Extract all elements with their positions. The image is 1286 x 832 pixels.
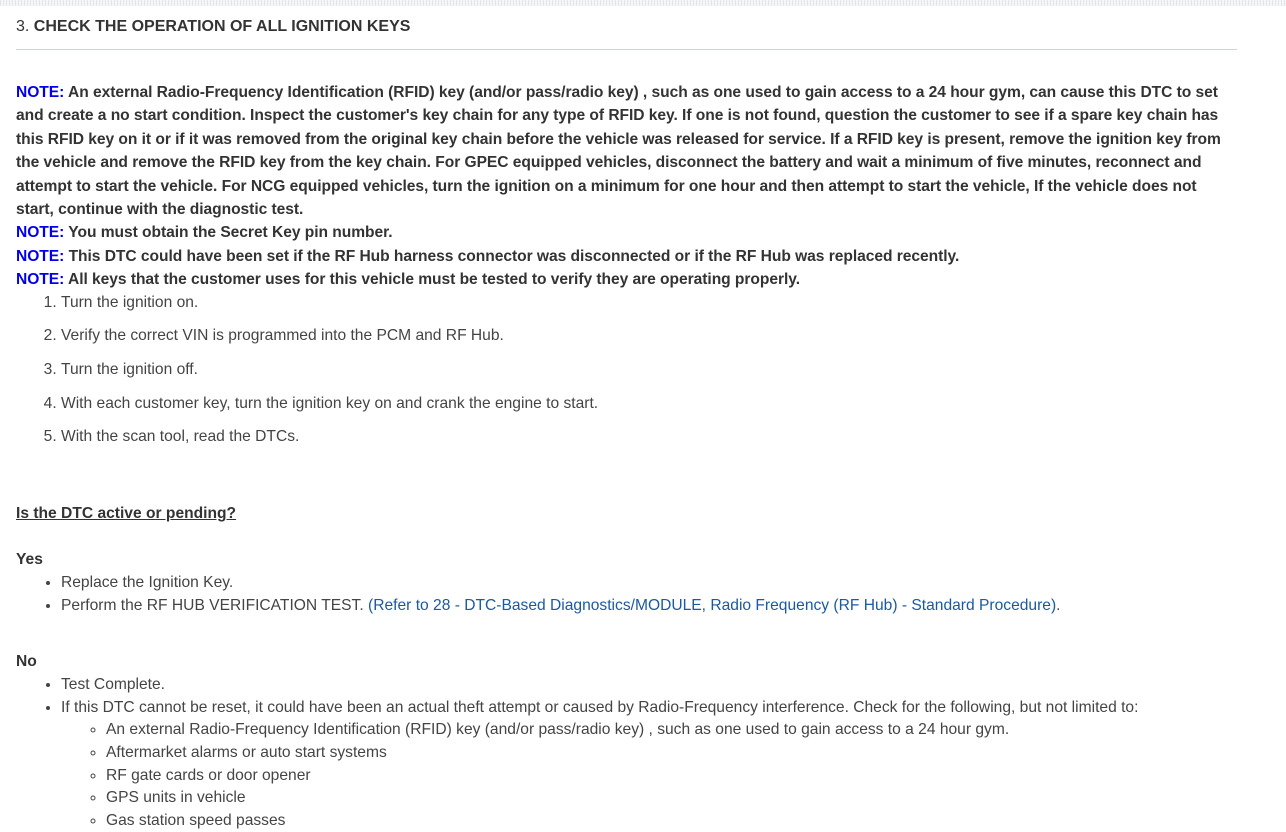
heading-divider — [16, 49, 1237, 50]
step-title: CHECK THE OPERATION OF ALL IGNITION KEYS — [33, 18, 411, 35]
no-item-interference — [61, 696, 1238, 832]
interference-sources-list — [61, 719, 1238, 832]
note-text: You must obtain the Secret Key pin number. — [68, 224, 393, 242]
no-item-text: If this DTC cannot be reset, it could have been an actual theft attempt or caused by Radio-Frequency interference. Check for the following, but not limited to: — [61, 699, 1139, 717]
step-item: 2. Verify the correct VIN is programmed into the PCM and RF Hub. — [61, 325, 1238, 347]
step-list — [16, 292, 1238, 449]
step-item: 4. With each customer key, turn the ignition key on and crank the engine to start. — [61, 393, 1238, 415]
note-all-keys — [16, 268, 1238, 291]
note-label: NOTE: — [16, 84, 65, 101]
note-text: An external Radio-Frequency Identification (RFID) key (and/or pass/radio key) , such as one used to gain access to a 24 hour gym, can cause this DTC to set and create a no start condition. Inspect the customer's key chain for any type of RFID key. If one is not found, question the customer to see if a spare key chain has this RFID key on it or if it was removed from the original key chain before the vehicle was released for service. If a RFID key is present, remove the ignition key from the vehicle and remove the RFID key from the key chain. For GPEC equipped vehicles, disconnect the battery and wait a minimum of five minutes, reconnect and attempt to start the vehicle. For NCG equipped vehicles, turn the ignition on a minimum for one hour and then attempt to start the vehicle, If the vehicle does not start, continue with the diagnostic test. — [16, 84, 1221, 219]
no-label: No — [16, 653, 37, 671]
yes-label: Yes — [16, 551, 43, 569]
sub-item: ◦ RF gate cards or door opener — [106, 765, 1238, 788]
note-label: NOTE: — [16, 247, 65, 265]
yes-item-verification — [61, 594, 1238, 617]
yes-actions — [16, 571, 1238, 617]
rf-hub-procedure-link[interactable]: (Refer to 28 - DTC-Based Diagnostics/MODULE, Radio Frequency (RF Hub) - Standard Procedure) — [368, 597, 1057, 615]
note-label: NOTE: — [16, 224, 65, 242]
step-number: 3. — [16, 18, 30, 35]
note-label: NOTE: — [16, 271, 65, 289]
sub-item: ◦ Aftermarket alarms or auto start systems — [106, 742, 1238, 765]
note-rf-hub — [16, 245, 1238, 268]
yes-item: • Replace the Ignition Key. — [61, 571, 1238, 594]
note-text: This DTC could have been set if the RF Hub harness connector was disconnected or if the RF Hub was replaced recently. — [68, 247, 960, 265]
step-item: 1. Turn the ignition on. — [61, 292, 1238, 314]
yes-item-text: Perform the RF HUB VERIFICATION TEST. — [61, 597, 364, 615]
diagnostic-question: Is the DTC active or pending? — [16, 505, 237, 523]
sub-item: ◦ Gas station speed passes — [106, 810, 1238, 832]
link-suffix: . — [1056, 597, 1061, 615]
note-rfid — [16, 81, 1238, 221]
no-actions — [16, 673, 1238, 832]
step-item: 5. With the scan tool, read the DTCs. — [61, 426, 1238, 448]
notes-block — [16, 81, 1238, 292]
top-border-strip — [0, 0, 1286, 6]
step-heading — [16, 17, 1238, 37]
note-text: All keys that the customer uses for this vehicle must be tested to verify they are operating properly. — [67, 271, 801, 289]
procedure-content — [16, 17, 1238, 832]
sub-item: ◦ GPS units in vehicle — [106, 787, 1238, 810]
step-item: 3. Turn the ignition off. — [61, 359, 1238, 381]
note-secret-key — [16, 221, 1238, 244]
sub-item: ◦ An external Radio-Frequency Identification (RFID) key (and/or pass/radio key) , such as one used to gain access to a 24 hour gym. — [106, 719, 1238, 742]
no-item: • Test Complete. — [61, 673, 1238, 696]
